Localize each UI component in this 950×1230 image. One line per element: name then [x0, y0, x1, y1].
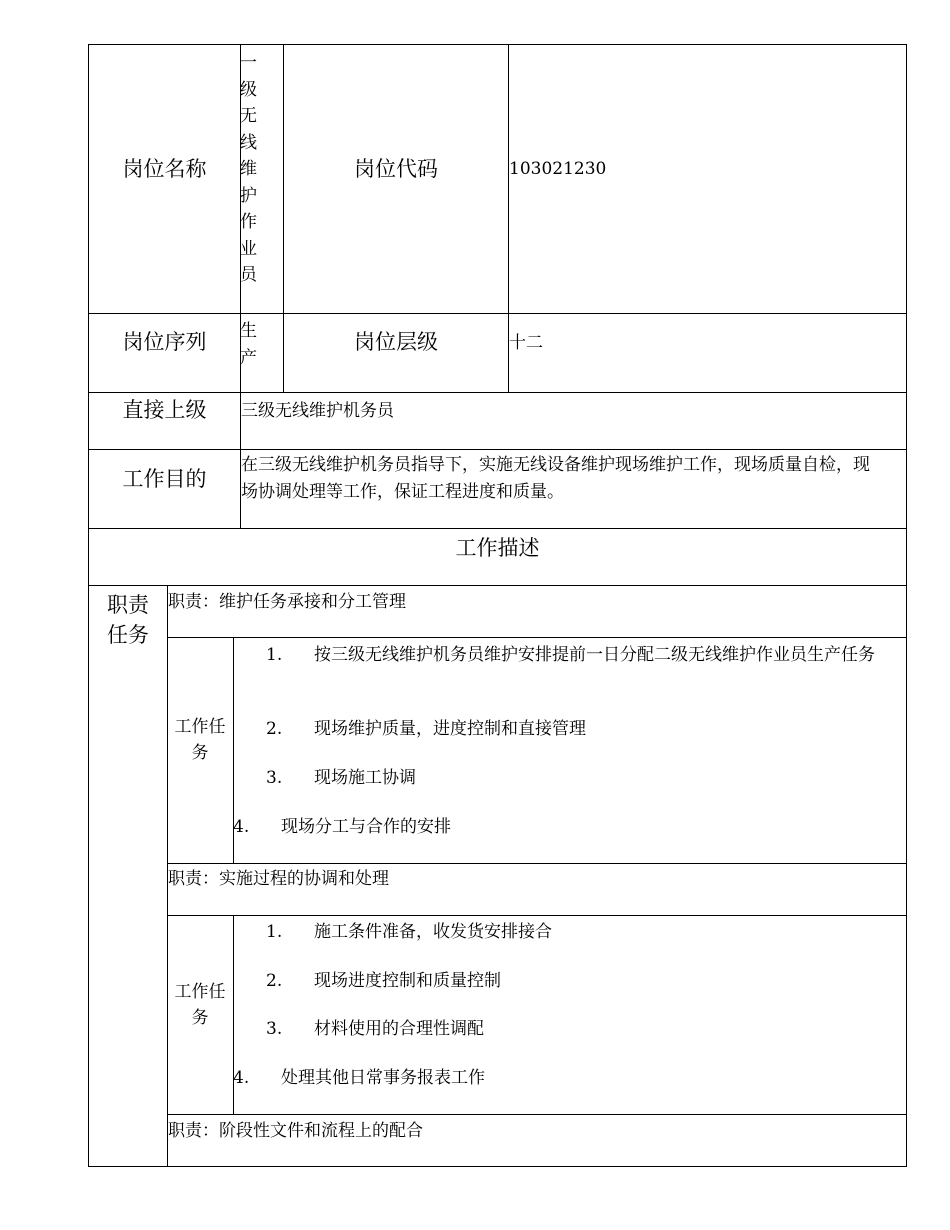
superior-label: 直接上级 — [122, 398, 207, 422]
task-item — [266, 919, 552, 945]
task-item — [266, 716, 586, 742]
task-number: 4. — [233, 1068, 250, 1088]
superior-value: 三级无线维护机务员 — [241, 401, 394, 421]
task-number: 2. — [266, 719, 283, 739]
post-name-label: 岗位名称 — [122, 157, 207, 181]
post-level-label: 岗位层级 — [354, 330, 438, 354]
task-item — [266, 1016, 484, 1042]
post-level-value: 十二 — [509, 333, 543, 353]
task-text: 现场进度控制和质量控制 — [314, 971, 501, 991]
post-series-label: 岗位序列 — [122, 330, 207, 354]
task-label: 工作任务 — [174, 982, 226, 1028]
task-text: 处理其他日常事务报表工作 — [281, 1068, 485, 1088]
work-purpose-label: 工作目的 — [122, 467, 207, 491]
work-description-title: 工作描述 — [455, 536, 540, 560]
post-series-value: 生产 — [240, 321, 257, 368]
task-item — [266, 968, 501, 994]
post-code-value: 103021230 — [509, 159, 607, 179]
duty-title: 职责：维护任务承接和分工管理 — [168, 592, 406, 612]
duty-title: 职责：实施过程的协调和处理 — [168, 869, 389, 889]
task-number: 3. — [266, 768, 283, 788]
task-number: 1. — [266, 645, 283, 665]
task-item — [233, 1065, 485, 1091]
task-number: 3. — [266, 1019, 283, 1039]
post-code-label: 岗位代码 — [354, 157, 438, 181]
task-number: 2. — [266, 971, 283, 991]
duty-section-label: 职责任务 — [107, 593, 149, 647]
post-name-value: 一级无线维护作业员 — [240, 53, 257, 285]
task-text: 施工条件准备，收发货安排接合 — [314, 922, 552, 942]
task-item — [266, 642, 894, 668]
task-number: 1. — [266, 922, 283, 942]
task-number: 4. — [233, 817, 250, 837]
duty-title: 职责：阶段性文件和流程上的配合 — [168, 1121, 423, 1141]
task-text: 现场维护质量，进度控制和直接管理 — [314, 719, 586, 739]
task-text: 现场分工与合作的安排 — [281, 817, 451, 837]
task-label: 工作任务 — [174, 717, 226, 763]
work-purpose-value: 在三级无线维护机务员指导下，实施无线设备维护现场维护工作，现场质量自检，现场协调处理等工作，保证工程进度和质量。 — [241, 455, 870, 502]
task-item — [233, 814, 451, 840]
task-text: 材料使用的合理性调配 — [314, 1019, 484, 1039]
task-text: 现场施工协调 — [314, 768, 416, 788]
task-item — [266, 765, 416, 791]
task-text: 按三级无线维护机务员维护安排提前一日分配二级无线维护作业员生产任务 — [314, 645, 875, 665]
